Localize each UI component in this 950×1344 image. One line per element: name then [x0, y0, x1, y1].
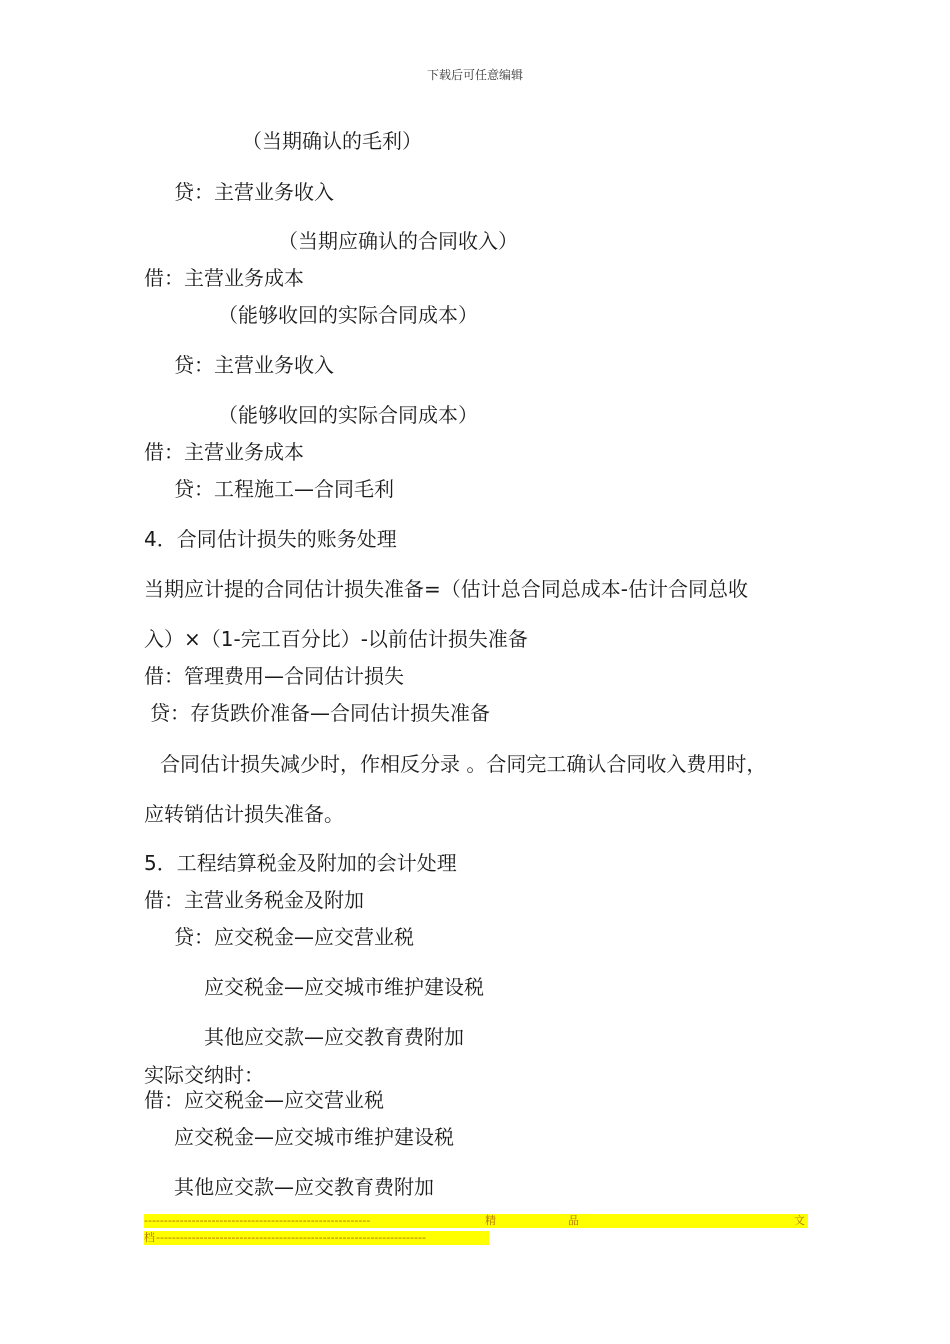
text-line: 其他应交款—应交教育费附加 — [174, 1175, 434, 1199]
text-line: 贷：主营业务收入 — [174, 180, 334, 204]
footer-word: 品 — [568, 1214, 579, 1227]
text-line: 应交税金—应交城市维护建设税 — [204, 975, 484, 999]
text-line: （当期应确认的合同收入） — [278, 229, 518, 253]
text-line: （能够收回的实际合同成本） — [218, 403, 478, 427]
text-line: 入）×（1-完工百分比）-以前估计损失准备 — [144, 627, 528, 651]
text-line: 借：主营业务成本 — [144, 440, 304, 464]
section-heading: 4．合同估计损失的账务处理 — [144, 527, 397, 551]
text-line: 借：主营业务成本 — [144, 266, 304, 290]
text-line: 其他应交款—应交教育费附加 — [204, 1025, 464, 1049]
text-line: 贷：应交税金—应交营业税 — [174, 925, 414, 949]
section-heading: 5．工程结算税金及附加的会计处理 — [144, 851, 457, 875]
text-line: （当期确认的毛利） — [242, 129, 422, 153]
text-line: 借：应交税金—应交营业税 — [144, 1088, 384, 1112]
footer-word: 精 — [485, 1214, 496, 1227]
text-line: 借：主营业务税金及附加 — [144, 888, 364, 912]
page-header: 下载后可任意编辑 — [426, 68, 523, 82]
text-line: 合同估计损失减少时，作相反分录 。合同完工确认合同收入费用时， — [160, 752, 767, 776]
text-line: 借：管理费用—合同估计损失 — [144, 664, 404, 688]
text-line: 应转销估计损失准备。 — [144, 802, 344, 826]
footer-word: 档 — [144, 1231, 155, 1244]
footer-dashes-right: -------------------------------------------------------------------- — [156, 1231, 426, 1244]
text-line: 贷：存货跌价准备—合同估计损失准备 — [150, 701, 490, 725]
text-line: （能够收回的实际合同成本） — [218, 303, 478, 327]
text-line: 应交税金—应交城市维护建设税 — [174, 1125, 454, 1149]
text-line: 实际交纳时： — [144, 1063, 264, 1087]
text-line: 贷：工程施工—合同毛利 — [174, 477, 394, 501]
footer-dashes-left: --------------------------------------------------------- — [144, 1214, 371, 1227]
text-line: 当期应计提的合同估计损失准备=（估计总合同总成本-估计合同总收 — [144, 577, 748, 601]
text-line: 贷：主营业务收入 — [174, 353, 334, 377]
footer-word: 文 — [794, 1214, 805, 1227]
